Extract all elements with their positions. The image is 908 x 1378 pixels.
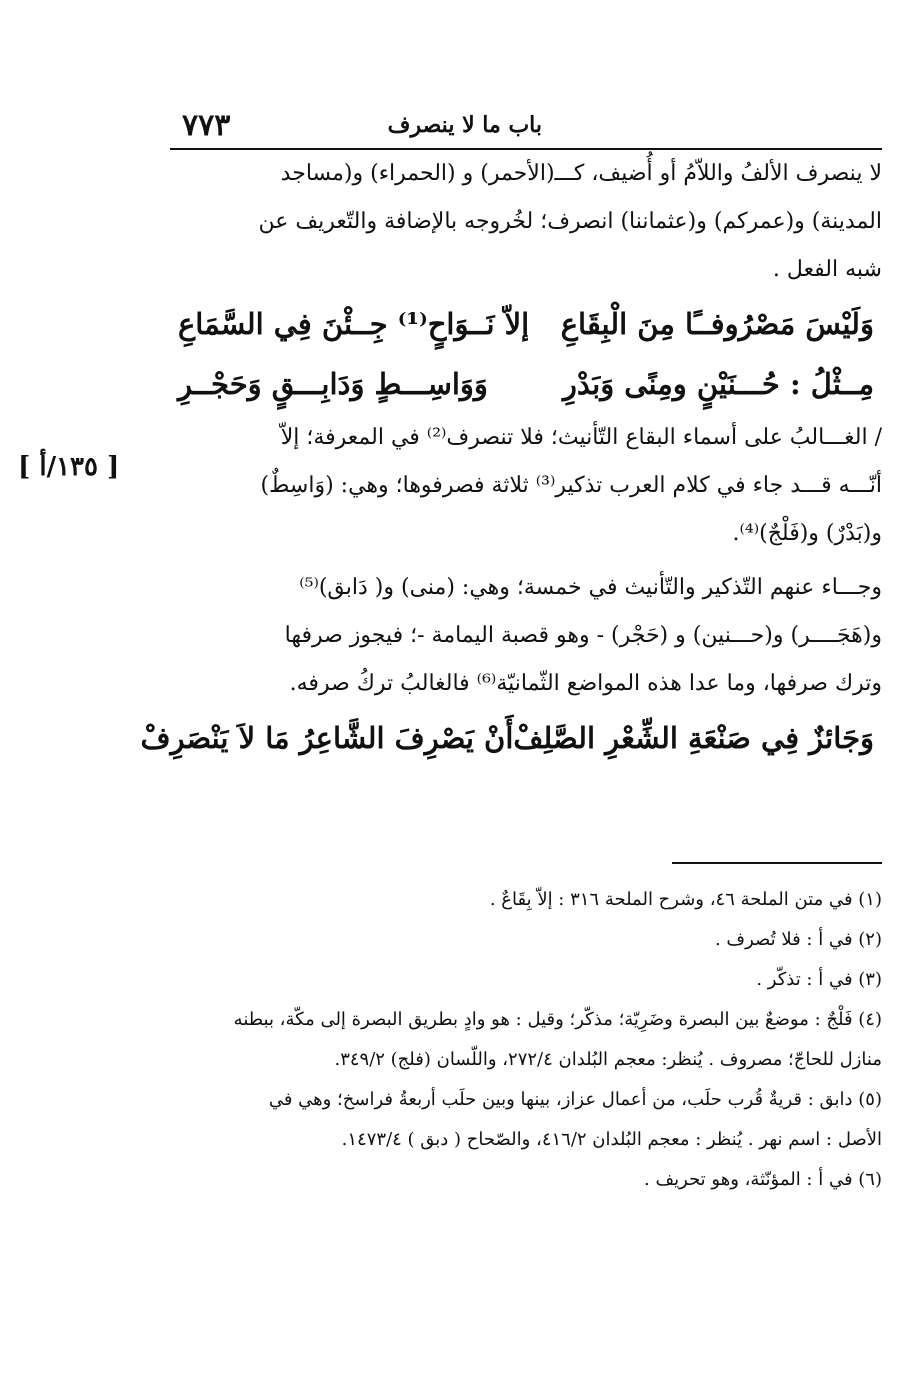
page-number: ٧٧٣ xyxy=(182,108,231,143)
main-text xyxy=(140,150,882,768)
manuscript-folio-marker: [ ١٣٥/أ ] xyxy=(18,452,120,482)
paragraph-line: شبه الفعل . xyxy=(772,257,882,282)
footnote: (٥) دابق : قريةٌ قُرب حلَب، من أعمال عزاز، بينها وبين حلَب أربعةُ فراسخ؛ وهي في xyxy=(268,1089,882,1110)
verse-line xyxy=(140,708,882,768)
verse-hemistich-second: أَنْ يَصْرِفَ الشَّاعِرُ مَا لاَ يَنْصَرِفْ xyxy=(140,721,514,755)
footnote: (١) في متن الملحة ٤٦، وشرح الملحة ٣١٦ : إلاّ بِقَاعٌ . xyxy=(489,889,882,910)
page-header xyxy=(170,108,882,150)
chapter-title: باب ما لا ينصرف xyxy=(387,112,542,138)
paragraph-line: و(هَجَــــر) و(حـــنين) و (حَجْر) - وهو قصبة اليمامة -؛ فيجوز صرفها xyxy=(284,623,882,648)
verse-line xyxy=(170,354,882,414)
paragraph-line: وجـــاء عنهم التّذكير والتّأنيث في خمسة؛ وهي: (منى) و( دَابق)⁽⁵⁾ xyxy=(299,575,882,600)
paragraph-line: أنّـــه قـــد جاء في كلام العرب تذكير⁽³⁾ ثلاثة فصرفوها؛ وهي: (وَاسِطٌ) xyxy=(260,473,882,498)
verse-hemistich-second: إلاّ نَــوَاحٍ⁽¹⁾ جِــئْنَ فِي السَّمَاعِ xyxy=(178,307,530,341)
footnote-continuation: الأصل : اسم نهر . يُنظر : معجم البُلدان ٤١٦/٢، والصّحاح ( دبق ) ١٤٧٣/٤. xyxy=(341,1129,882,1150)
verse-hemistich-first: وَلَيْسَ مَصْرُوفــًا مِنَ الْبِقَاعِ xyxy=(560,307,874,341)
footnotes xyxy=(170,880,882,1200)
paragraph-line: المدينة) و(عمركم) و(عثماننا) انصرف؛ لخُروجه بالإضافة والتّعريف عن xyxy=(258,209,882,234)
paragraph-line: لا ينصرف الألفُ واللاّمُ أو أُضيف، كـــ(الأحمر) و (الحمراء) و(مساجد xyxy=(280,161,882,186)
paragraph-line: و(بَدْرٌ) و(فَلْجٌ)⁽⁴⁾. xyxy=(732,521,882,546)
verse-hemistich-first: وَجَائزٌ فِي صَنْعَةِ الشِّعْرِ الصَّلِفْ xyxy=(513,721,874,755)
footnote: (٢) في أ : فلا تُصرف . xyxy=(714,929,882,950)
footnote-continuation: منازل للحاجّ؛ مصروف . يُنظر: معجم البُلدان ٢٧٢/٤، واللّسان (فلج) ٣٤٩/٢. xyxy=(334,1049,882,1070)
verse-hemistich-second: وَوَاسِـــطٍ وَدَابِـــقٍ وَحَجْــرِ xyxy=(178,367,488,401)
footnote: (٣) في أ : تذكّر . xyxy=(756,969,882,990)
verse-hemistich-first: مِــثْلُ : حُـــنَيْنٍ ومِنًى وَبَدْرِ xyxy=(562,367,874,401)
footnote-separator xyxy=(672,862,882,864)
footnote: (٦) في أ : المؤنّثة، وهو تحريف . xyxy=(644,1169,882,1190)
footnote: (٤) فَلْجٌ : موضعٌ بين البصرة وضَرِيّة؛ مذكّر؛ وقيل : هو وادٍ بطريق البصرة إلى مكّة، ببطنه xyxy=(233,1009,882,1030)
paragraph-line: وترك صرفها، وما عدا هذه المواضع الثّمانيّة⁽⁶⁾ فالغالبُ تركُ صرفه. xyxy=(289,671,882,696)
verse-line xyxy=(170,294,882,354)
paragraph-line: / الغـــالبُ على أسماء البقاع التّأنيث؛ فلا تنصرف⁽²⁾ في المعرفة؛ إلاّ xyxy=(280,425,882,450)
